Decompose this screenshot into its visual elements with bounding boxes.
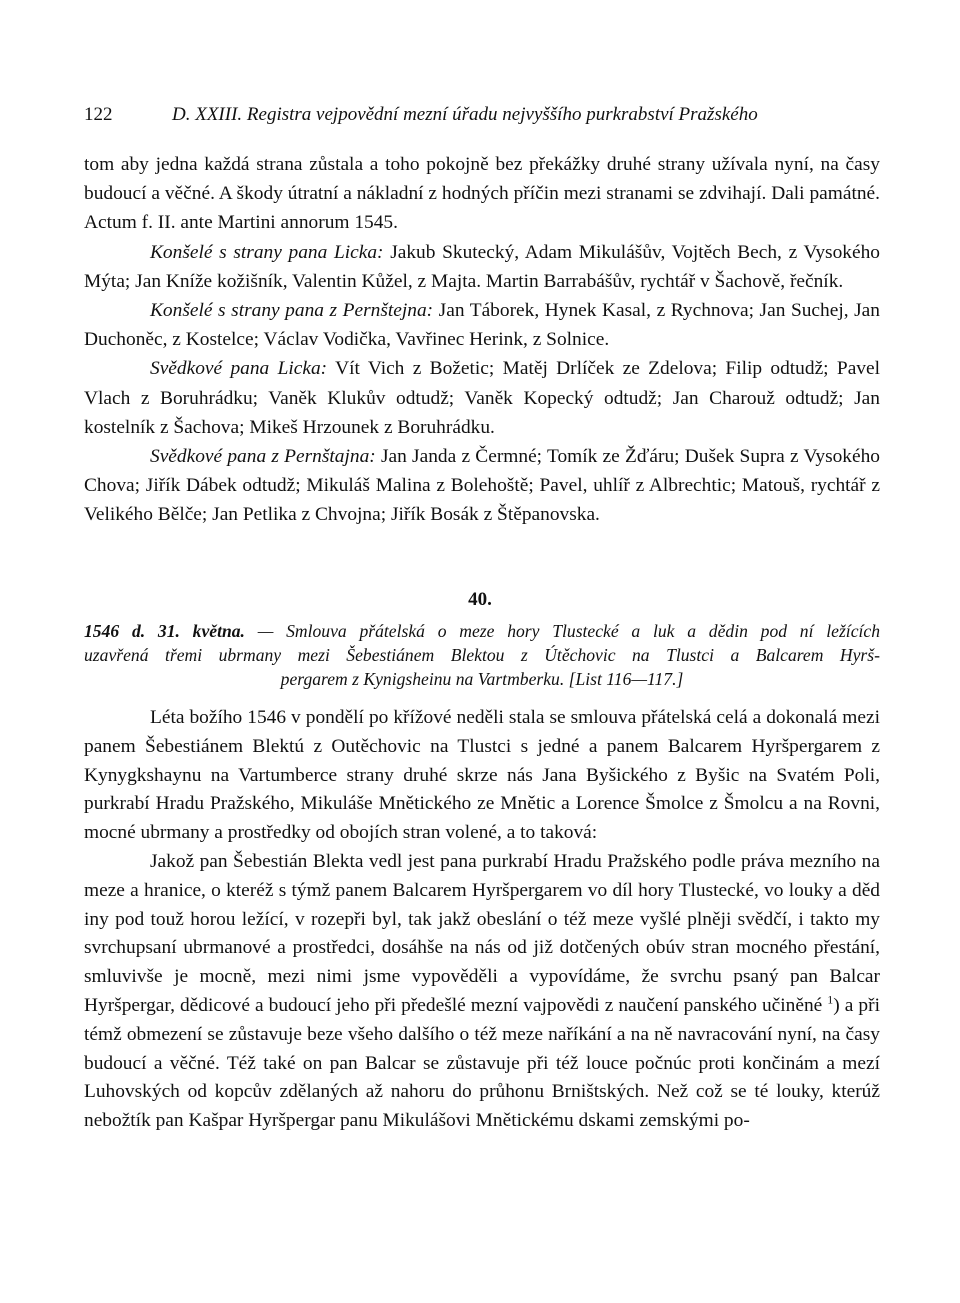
regest-date: 1546 d. 31. května. xyxy=(84,621,245,641)
verdict-text-b: ) a při témž obmezení se zůstavuje beze všeho dalšího o též meze naříkání a na ně navracování nyní, na časy budoucí a věčné. Též také on pan Balcar se zůstavuje při též louce počnúc proti končinám a mezí Luhovských od kopcův zdělaných až nahoru do průhonu Brništských. Než což se té louky, kterúž nebožtík pan Kašpar Hyršpergar panu Mikulášovi Mnětickému dskami zemskými po- xyxy=(84,994,880,1132)
label-witnesses-pernstejn: Svědkové pana z Pernštajna: xyxy=(150,446,376,468)
text-witnesses-licek: Vít Vich z Božetic; Matěj Drlíček ze Zdelova; Filip odtudž; Pavel Vlach z Boruhrádku; Vaněk Klukův odtudž; Vaněk Kopecký odtudž; Jan Charouž odtudž; Jan kostelník z Šachova; Mikeš Hrzounek z Boruhrádku. xyxy=(84,358,880,438)
paragraph-councillors-pernstejn xyxy=(84,296,880,354)
document-number: 40. xyxy=(468,589,492,610)
footnote-reference: 1 xyxy=(827,992,834,1007)
paragraph-witnesses-licek xyxy=(84,354,880,442)
regest-line-3: pergarem z Kynigsheinu na Vartmberku. [List 116—117.] xyxy=(280,668,684,689)
page-number: 122 xyxy=(84,104,113,125)
label-councillors-pernstejn: Konšelé s strany pana z Pernštejna: xyxy=(150,300,434,322)
running-header xyxy=(84,102,884,128)
document-body xyxy=(84,704,880,1136)
running-title: D. XXIII. Registra vejpovědní mezní úřadu nejvyššího purkrabství Pražského xyxy=(172,104,758,125)
label-councillors-licek: Konšelé s strany pana Licka: xyxy=(150,241,384,263)
text-councillors-pernstejn: Jan Táborek, Hynek Kasal, z Rychnova; Jan Suchej, Jan Duchoněc, z Kostelce; Václav Vodička, Vavřinec Herink, z Solnice. xyxy=(84,300,880,351)
regest-line-1 xyxy=(84,620,880,644)
previous-document-ending xyxy=(84,150,880,530)
label-witnesses-licek: Svědkové pana Licka: xyxy=(150,358,328,380)
document-regest xyxy=(84,620,880,691)
paragraph-verdict xyxy=(84,848,880,1136)
text-witnesses-pernstejn: Jan Janda z Čermné; Tomík ze Žďáru; Dušek Supra z Vysokého Chova; Jiřík Dábek odtudž; Mikuláš Malina z Bolehoště; Pavel, uhlíř z Albrechtic; Matouš, rychtář z Velikého Bělče; Jan Petlika z Chvojna; Jiřík Bosák z Štěpanovska. xyxy=(84,446,881,526)
paragraph-witnesses-pernstejn xyxy=(84,442,880,530)
regest-line-1-text: — Smlouva přátelská o meze hory Tlustecké a luk a dědin pod ní ležících xyxy=(244,621,880,641)
text-councillors-licek: Jakub Skutecký, Adam Mikulášův, Vojtěch Bech, z Vysokého Mýta; Jan Kníže kožišník, Valentin Kůžel, z Majta. Martin Barrabášův, rychtář v Šachově, řečník. xyxy=(84,241,880,292)
paragraph-conclusion: tom aby jedna každá strana zůstala a toho pokojně bez překážky druhé strany užívala nyní, na časy budoucí a věčné. A škody útratní a nákladní z hodných příčin mezi stranami se zdvihají. Dali památné. Actum f. II. ante Martini annorum 1545. xyxy=(84,154,880,234)
regest-line-2: uzavřená třemi ubrmany mezi Šebestiánem Blektou z Útěchovic na Tlustci a Balcarem Hyrš- xyxy=(84,644,880,665)
paragraph-councillors-licek xyxy=(84,238,880,296)
paragraph-opening: Léta božího 1546 v pondělí po křížové neděli stala se smlouva přátelská celá a dokonalá mezi panem Šebestiánem Blektú z Outěchovic na Tlustci s jedné a panem Balcarem Hyršpergarem z Kynygkshaynu na Vartumberce strany druhé skrze nás Jana Byšického z Byšic na Svatém Poli, purkrabí Hradu Pražského, Mikuláše Mnětického ze Mnětic a Lorence Šmolce z Šmolcu a na Rovni, mocné ubrmany a prostředky od obojích stran volené, a to taková: xyxy=(84,707,880,844)
verdict-text-a: Jakož pan Šebestián Blekta vedl jest pana purkrabí Hradu Pražského podle práva mezního na meze a hranice, o kteréž s týmž panem Balcarem Hyršpergarem vo díl hory Tlustecké, vo louky a děd iny pod touž horou ležící, v rozepři byl, tak jakž obeslání o též meze vyšlé plněji svědčí, i takto my svrchupsaní ubrmanové a prostředci, dosáhše na nás od již dotčených obúv stran mocného přestání, smluvivše je mocně, mezi nimi jsme vypověděli a vypovídáme, že svrchu psaný pan Balcar Hyršpergar, dědicové a budoucí jeho při předešlé mezní vajpovědi z naučení panského učiněné xyxy=(84,850,880,1016)
